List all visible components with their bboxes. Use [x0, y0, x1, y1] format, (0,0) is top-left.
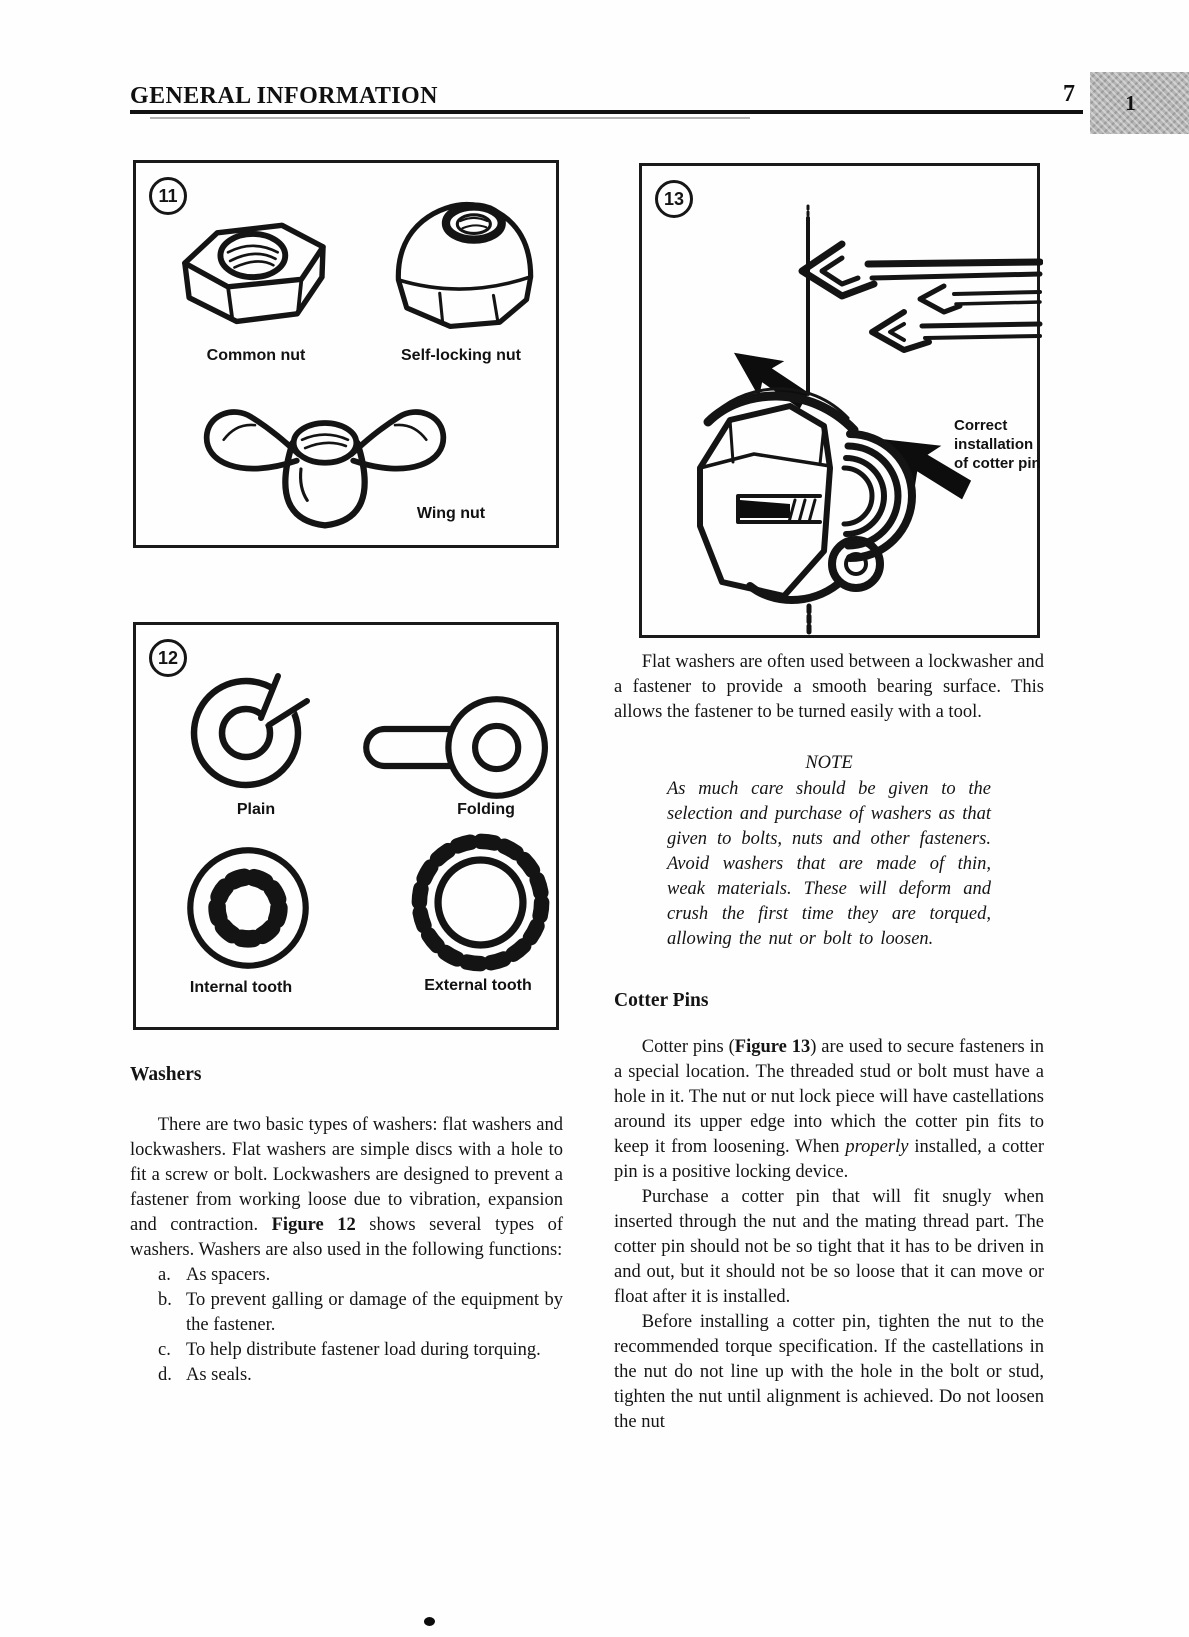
figure-12-box [133, 622, 559, 1030]
common-nut-label: Common nut [206, 347, 306, 364]
list-item [130, 1338, 563, 1363]
common-nut-illustration [174, 209, 336, 355]
right-text-column [614, 650, 1044, 1435]
washers-paragraph-text: There are two basic types of washers: flat washers and lockwashers. Flat washers are simple discs with a hole to fit a screw or bolt. Lockwashers are designed to prevent a fastener from working loose due to vibration, expansion and contraction. [130, 1115, 563, 1235]
left-text-column [130, 1062, 563, 1388]
figure-13-reference: Figure 13 [734, 1037, 811, 1057]
folding-washer-label: Folding [457, 801, 515, 818]
washer-functions-list [130, 1263, 563, 1388]
external-tooth-label: External tooth [424, 977, 532, 994]
list-item [130, 1363, 563, 1388]
plain-washer-label: Plain [236, 801, 276, 818]
cotter-paragraph-text: ) are used to secure fasteners in a special location. The threaded stud or bolt must have a hole in it. The nut or nut lock piece will have castellations around its upper edge into which the cotter pin fits to keep it from loosening. When [614, 1037, 1045, 1157]
list-marker: a. [158, 1265, 171, 1285]
list-text: To help distribute fastener load during torquing. [186, 1340, 541, 1360]
folding-washer-illustration [358, 691, 548, 804]
list-marker: b. [158, 1290, 172, 1310]
figure-12-number: 12 [157, 647, 179, 668]
figure-12-reference: Figure 12 [271, 1215, 356, 1235]
internal-tooth-label: Internal tooth [189, 979, 293, 996]
list-text: As seals. [186, 1365, 252, 1385]
flat-washers-paragraph: Flat washers are often used between a lockwasher and a fastener to provide a smooth bearing surface. This allows the fastener to be turned easily with a tool. [614, 652, 1044, 722]
list-text: As spacers. [186, 1265, 271, 1285]
note-block [667, 751, 991, 952]
self-locking-nut-illustration [386, 191, 541, 343]
cotter-paragraph-text: Cotter pins ( [641, 1037, 735, 1057]
cotter-paragraph-3: Before installing a cotter pin, tighten the nut to the recommended torque specification. If the castellations in the nut do not line up with the hole in the bolt or stud, tighten the nut until alignment is achieved. Do not loosen the nut [614, 1312, 1044, 1432]
figure-11-box [133, 160, 559, 548]
list-marker: d. [158, 1365, 172, 1385]
list-marker: c. [158, 1340, 171, 1360]
cotter-pin-installation-illustration [642, 166, 1043, 641]
washers-paragraph [130, 1113, 563, 1263]
figure-13-box [639, 163, 1040, 638]
page-bottom-dot [424, 1617, 435, 1626]
list-item [130, 1263, 563, 1288]
cotter-pins-heading: Cotter Pins [614, 990, 709, 1011]
header-rule-echo [150, 117, 750, 119]
note-body: As much care should be given to the selection and purchase of washers as that given to bolts, nuts and other fasteners. Avoid washers that are made of thin, weak materials. These will deform and crush the first time they are torqued, allowing the nut or bolt to loosen. [667, 779, 991, 949]
self-locking-nut-label: Self-locking nut [401, 347, 521, 364]
figure-11-number: 11 [158, 185, 178, 206]
header-rule [130, 110, 1083, 114]
cotter-paragraph-2: Purchase a cotter pin that will fit snugly when inserted through the nut and the mating thread part. The cotter pin should not be so tight that it has to be driven in and out, but it should not be so loose that it can move or float after it is installed. [614, 1187, 1044, 1307]
plain-washer-illustration [181, 668, 311, 798]
list-item [130, 1288, 563, 1338]
page-title: GENERAL INFORMATION [130, 83, 438, 109]
note-heading: NOTE [805, 753, 853, 773]
washers-paragraph-text-end: shows several types of washers. Washers are also used in the following functions: [130, 1215, 563, 1260]
external-tooth-washer-illustration [408, 830, 553, 975]
properly-emphasis: properly [845, 1137, 909, 1157]
chapter-tab [1090, 72, 1189, 134]
figure-13-caption: Correct installation of cotter pin [954, 417, 1041, 472]
chapter-tab-number: 1 [1125, 90, 1136, 115]
cotter-paragraph-text: installed, a cotter pin is a positive locking device. [614, 1137, 1044, 1182]
list-text: To prevent galling or damage of the equipment by the fastener. [186, 1290, 563, 1335]
cotter-paragraph-1 [614, 1035, 1044, 1185]
figure-13-number: 13 [663, 188, 685, 209]
wing-nut-label: Wing nut [416, 505, 486, 522]
internal-tooth-washer-illustration [181, 841, 315, 975]
washers-heading: Washers [130, 1064, 202, 1085]
page-number: 7 [1063, 81, 1075, 107]
